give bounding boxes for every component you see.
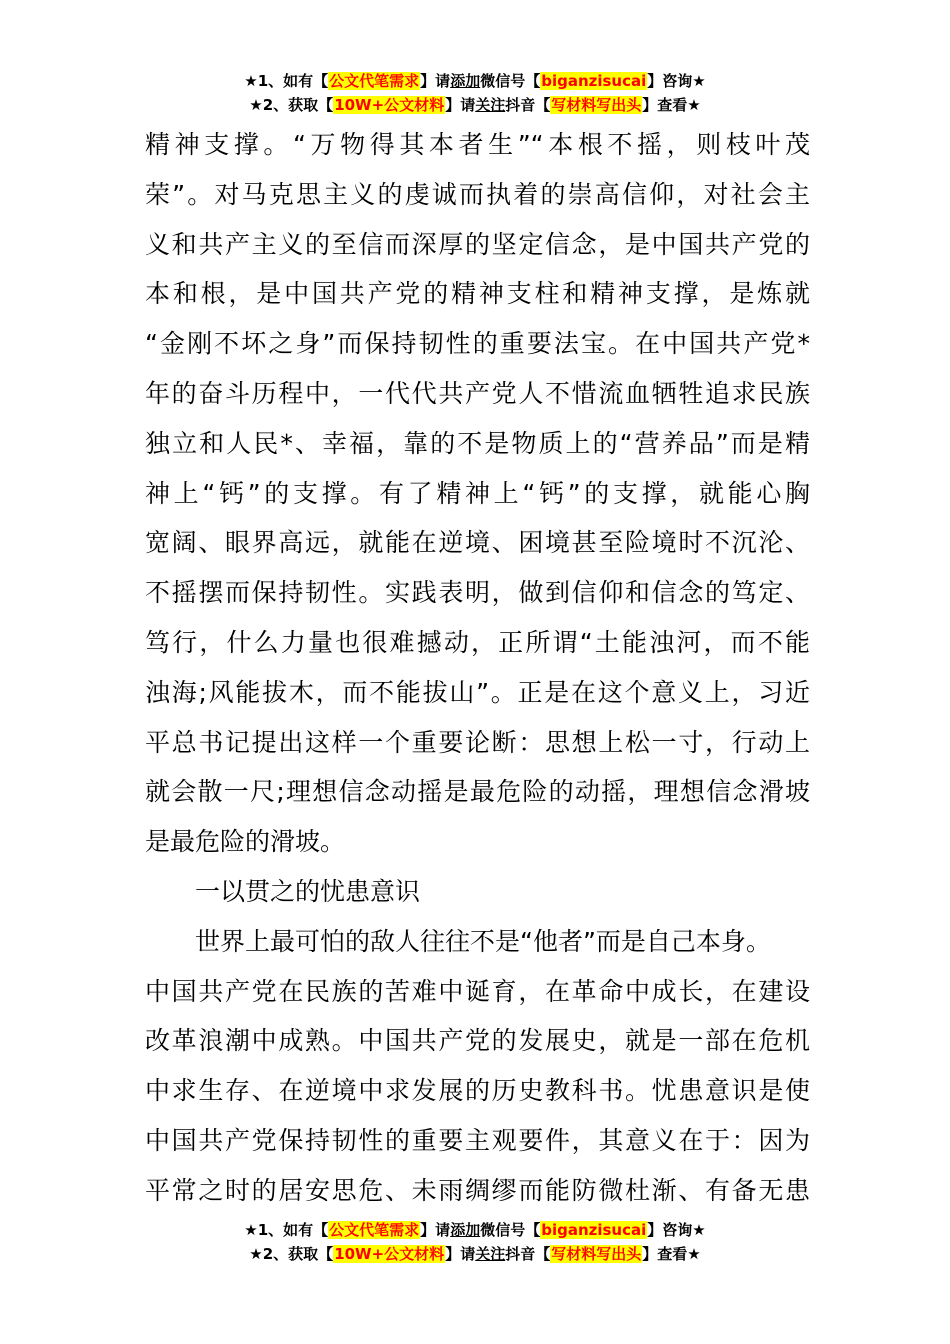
banner-line-1 <box>0 1218 950 1242</box>
banner-line-1 <box>0 69 950 93</box>
text-line: 宽阔、眼界高远，就能在逆境、困境甚至险境时不沉沦、 <box>145 528 810 558</box>
banner-text: 】请 <box>420 72 451 90</box>
text-line: 神上“钙”的支撑。有了精神上“钙”的支撑，就能心胸 <box>145 478 810 508</box>
text-line: 平常之时的居安思危、未雨绸缪而能防微杜渐、有备无患 <box>145 1175 810 1205</box>
banner-underlined-text: 添加 <box>450 1221 481 1239</box>
banner-text: 微信号【 <box>480 1221 541 1239</box>
text-line: 是最危险的滑坡。 <box>145 827 346 857</box>
text-line: 年的奋斗历程中，一代代共产党人不惜流血牺牲追求民族 <box>145 378 810 408</box>
banner-text: 】查看★ <box>642 96 701 114</box>
text-line: 中求生存、在逆境中求发展的历史教科书。忧患意识是使 <box>145 1076 810 1106</box>
text-line: 荣”。对马克思主义的虔诚而执着的崇高信仰，对社会主 <box>145 179 810 209</box>
banner-highlight-service: 公文代笔需求 <box>329 72 420 90</box>
banner-text: ★2、获取【 <box>249 96 334 114</box>
top-banner <box>0 69 950 117</box>
banner-underlined-text: 关注 <box>475 96 506 114</box>
banner-text: 】请 <box>445 96 476 114</box>
banner-text: 微信号【 <box>480 72 541 90</box>
banner-highlight-service: 公文代笔需求 <box>329 1221 420 1239</box>
banner-highlight-materials: 10W+公文材料 <box>334 96 445 114</box>
text-line: 中国共产党保持韧性的重要主观要件，其意义在于：因为 <box>145 1125 810 1155</box>
text-line: 本和根，是中国共产党的精神支柱和精神支撑，是炼就 <box>145 279 810 309</box>
banner-text: 】查看★ <box>642 1245 701 1263</box>
text-line: 浊海;风能拔木，而不能拔山”。正是在这个意义上，习近 <box>145 677 810 707</box>
text-line: 义和共产主义的至信而深厚的坚定信念，是中国共产党的 <box>145 229 810 259</box>
banner-highlight-douyin: 写材料写出头 <box>551 1245 642 1263</box>
text-line: 改革浪潮中成熟。中国共产党的发展史，就是一部在危机 <box>145 1026 810 1056</box>
banner-text: 】请 <box>445 1245 476 1263</box>
banner-text: 抖音【 <box>505 1245 551 1263</box>
banner-text: 抖音【 <box>505 96 551 114</box>
text-line: 不摇摆而保持韧性。实践表明，做到信仰和信念的笃定、 <box>145 578 810 608</box>
text-line: 独立和人民*、幸福，靠的不是物质上的“营养品”而是精 <box>145 428 810 458</box>
banner-highlight-wechat-id: biganzisucai <box>541 1221 647 1239</box>
section-heading: 一以贯之的忧患意识 <box>195 876 421 906</box>
banner-highlight-wechat-id: biganzisucai <box>541 72 647 90</box>
text-line: 精神支撑。“万物得其本者生”“本根不摇，则枝叶茂 <box>145 130 810 159</box>
banner-line-2 <box>0 93 950 117</box>
banner-text: ★1、如有【 <box>244 1221 329 1239</box>
banner-text: 】请 <box>420 1221 451 1239</box>
banner-line-2 <box>0 1242 950 1266</box>
banner-underlined-text: 添加 <box>450 72 481 90</box>
banner-underlined-text: 关注 <box>475 1245 506 1263</box>
bottom-banner <box>0 1218 950 1266</box>
banner-highlight-materials: 10W+公文材料 <box>334 1245 445 1263</box>
banner-text: ★1、如有【 <box>244 72 329 90</box>
text-line: 就会散一尺;理想信念动摇是最危险的动摇，理想信念滑坡 <box>145 777 810 807</box>
banner-text: ★2、获取【 <box>249 1245 334 1263</box>
banner-highlight-douyin: 写材料写出头 <box>551 96 642 114</box>
document-body <box>145 120 810 1216</box>
paragraph-spiritual-support <box>145 120 810 867</box>
text-line: 平总书记提出这样一个重要论断：思想上松一寸，行动上 <box>145 727 810 757</box>
banner-text: 】咨询★ <box>647 72 706 90</box>
text-line: 笃行，什么力量也很难撼动，正所谓“土能浊河，而不能 <box>145 627 810 657</box>
text-line: 世界上最可怕的敌人往往不是“他者”而是自己本身。 <box>195 926 771 956</box>
text-line: 中国共产党在民族的苦难中诞育，在革命中成长，在建设 <box>145 976 810 1006</box>
paragraph-sense-of-crisis <box>145 917 810 1216</box>
banner-text: 】咨询★ <box>647 1221 706 1239</box>
text-line: “金刚不坏之身”而保持韧性的重要法宝。在中国共产党* <box>145 329 810 359</box>
